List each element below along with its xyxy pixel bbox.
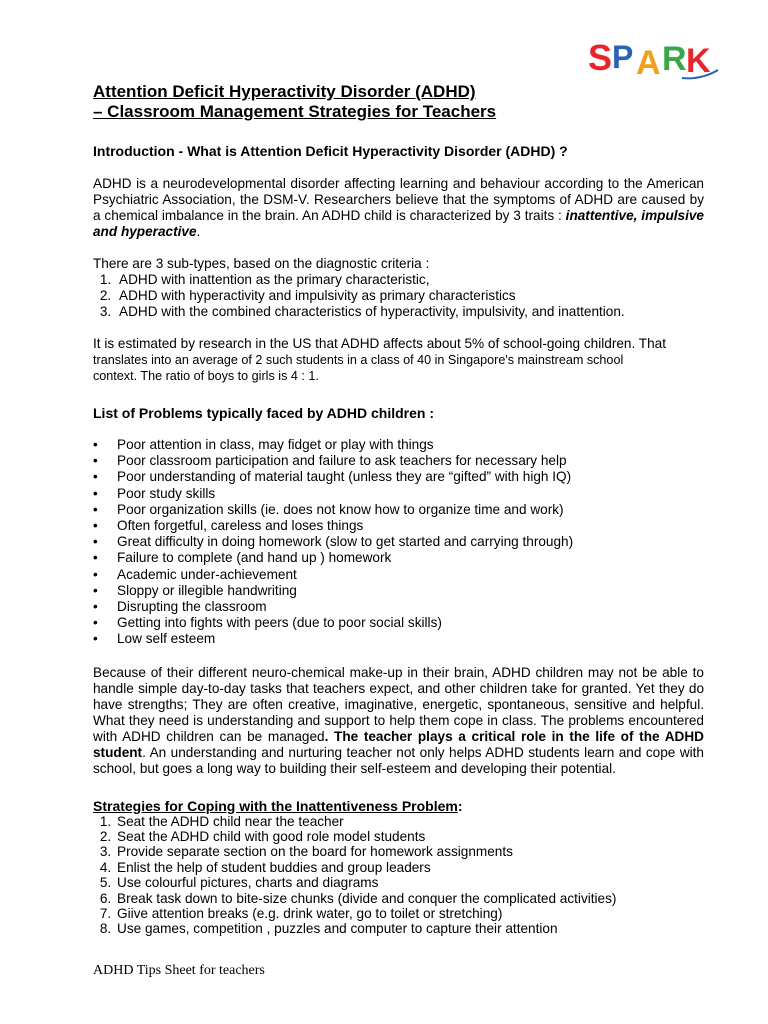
prevalence-paragraph xyxy=(93,336,704,384)
subtypes-list xyxy=(93,272,704,320)
list-item: • Poor understanding of material taught (unless they are “gifted” with high IQ) xyxy=(117,469,704,485)
strengths-rest: . An understanding and nurturing teacher not only helps ADHD students learn and cope with school, but goes a long way to building their self-esteem and developing their potential. xyxy=(93,744,704,776)
intro-text: ADHD is a neurodevelopmental disorder affecting learning and behaviour according to the American Psychiatric Association, the DSM-V. Researchers believe that the symptoms of ADHD are caused by a chemical imbalance in the brain. An ADHD child is characterized by 3 traits : xyxy=(93,176,704,223)
list-item: • Poor classroom participation and failure to ask teachers for necessary help xyxy=(117,453,704,469)
logo-letter-r: R xyxy=(662,40,687,78)
strategies-list xyxy=(93,814,704,937)
list-item: • Sloppy or illegible handwriting xyxy=(117,583,704,599)
strategies-heading-text: Strategies for Coping with the Inattentiveness Problem xyxy=(93,797,458,814)
list-item: 1. ADHD with inattention as the primary characteristic, xyxy=(115,272,704,288)
list-item: • Great difficulty in doing homework (slow to get started and carrying through) xyxy=(117,534,704,550)
problems-heading: List of Problems typically faced by ADHD children : xyxy=(93,405,434,421)
intro-end: . xyxy=(196,224,201,239)
spark-logo xyxy=(586,30,720,82)
list-item: 6. Break task down to bite-size chunks (divide and conquer the complicated activities) xyxy=(115,891,704,906)
logo-letter-a: A xyxy=(636,44,661,82)
prevalence-line-1: It is estimated by research in the US that ADHD affects about 5% of school-going children. That xyxy=(93,336,667,351)
logo-letter-s: S xyxy=(588,37,613,78)
list-item: 3. ADHD with the combined characteristics of hyperactivity, impulsivity, and inattention. xyxy=(115,304,704,320)
list-item: 7. Giive attention breaks (e.g. drink water, go to toilet or stretching) xyxy=(115,906,704,921)
document-body xyxy=(93,82,704,937)
list-item: • Often forgetful, careless and loses things xyxy=(117,518,704,534)
title-line-2: – Classroom Management Strategies for Teachers xyxy=(93,102,497,121)
list-item: • Poor attention in class, may fidget or play with things xyxy=(117,437,704,453)
strategies-heading-colon: : xyxy=(457,797,463,814)
list-item: • Poor study skills xyxy=(117,486,704,502)
list-item: 2. Seat the ADHD child with good role model students xyxy=(115,829,704,844)
list-item: • Failure to complete (and hand up ) homework xyxy=(117,550,704,566)
list-item: 3. Provide separate section on the board for homework assignments xyxy=(115,844,704,859)
problems-list xyxy=(93,437,704,648)
prevalence-line-3: context. The ratio of boys to girls is 4 : 1. xyxy=(93,369,319,383)
list-item: • Low self esteem xyxy=(117,631,704,647)
prevalence-line-2: translates into an average of 2 such students in a class of 40 in Singapore's mainstream school xyxy=(93,353,624,367)
strengths-text: Because of their different neuro-chemical make-up in their brain, ADHD children may not be able to handle simple day-to-day tasks that teachers expect, and other children take for granted. Yet they do have strengths; They are often creative, imaginative, energetic, spontaneous, sensitive and helpful. What they need is understanding and support to help them cope in class. The problems encountered with ADHD children can be managed xyxy=(93,664,704,744)
intro-heading: Introduction - What is Attention Deficit Hyperactivity Disorder (ADHD) ? xyxy=(93,143,568,159)
logo-letter-p: P xyxy=(612,39,634,75)
list-item: 1. Seat the ADHD child near the teacher xyxy=(115,814,704,829)
list-item: • Disrupting the classroom xyxy=(117,599,704,615)
list-item: 4. Enlist the help of student buddies and group leaders xyxy=(115,860,704,875)
list-item: 5. Use colourful pictures, charts and diagrams xyxy=(115,875,704,890)
document-title xyxy=(93,82,704,122)
list-item: • Getting into fights with peers (due to poor social skills) xyxy=(117,615,704,631)
logo-letter-k: K xyxy=(686,42,711,80)
page-footer: ADHD Tips Sheet for teachers xyxy=(93,963,265,978)
subtypes-lead: There are 3 sub-types, based on the diagnostic criteria : xyxy=(93,256,430,271)
strengths-paragraph xyxy=(93,665,704,777)
traits-emphasis: inattentive, impulsive and hyperactive xyxy=(93,208,704,239)
list-item: 2. ADHD with hyperactivity and impulsivity as primary characteristics xyxy=(115,288,704,304)
list-item: 8. Use games, competition , puzzles and computer to capture their attention xyxy=(115,921,704,936)
teacher-role-emphasis: . The teacher plays a critical role in the life of the ADHD student xyxy=(93,728,704,760)
list-item: • Academic under-achievement xyxy=(117,567,704,583)
intro-paragraph xyxy=(93,176,704,240)
list-item: • Poor organization skills (ie. does not know how to organize time and work) xyxy=(117,502,704,518)
strategies-heading xyxy=(93,798,704,814)
title-line-1: Attention Deficit Hyperactivity Disorder (ADHD) xyxy=(93,82,476,101)
